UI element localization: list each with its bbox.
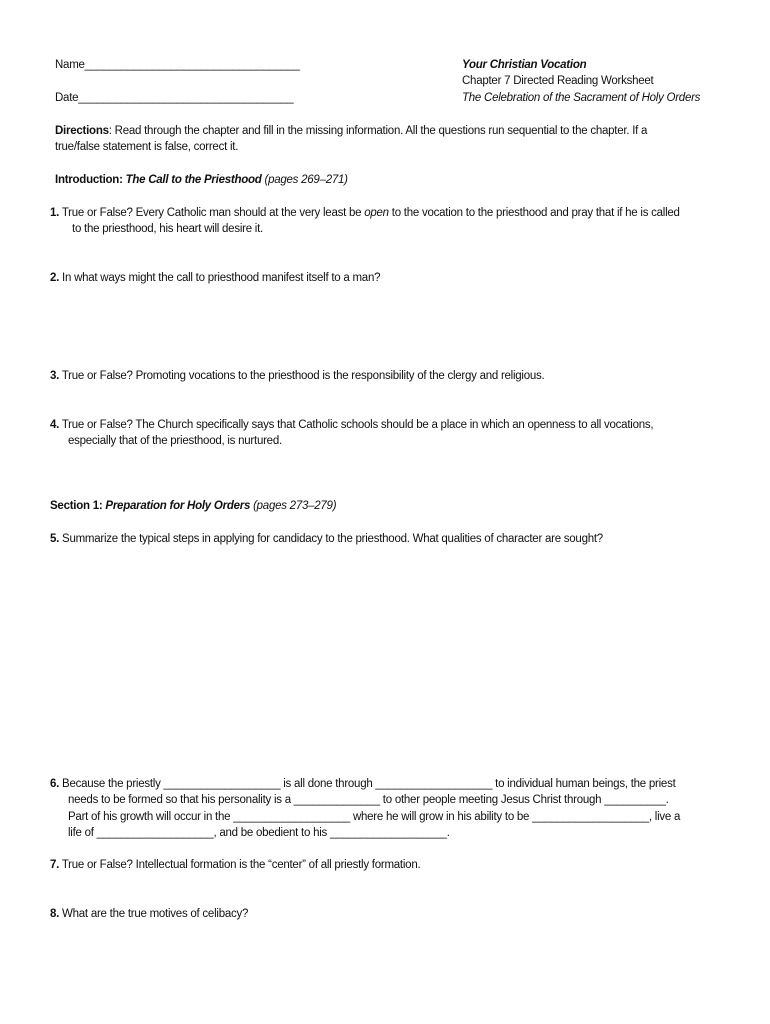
date-label: Date: [55, 92, 79, 104]
intro-title: The Call to the Priesthood: [125, 174, 262, 186]
intro-label: Introduction:: [55, 174, 126, 186]
question-3: [50, 368, 544, 384]
name-line: [55, 57, 300, 73]
q1-line2: to the priesthood, his heart will desire it.: [72, 223, 263, 235]
q6-line4: life of ___________________, and be obedient to his ___________________.: [68, 827, 450, 839]
q1-number: 1.: [50, 207, 60, 219]
q3-number: 3.: [50, 370, 60, 382]
date-line: [55, 90, 293, 106]
question-8: [50, 906, 248, 922]
directions-line1: [55, 123, 647, 139]
section1-label: Section 1:: [50, 500, 106, 512]
q4-line2: especially that of the priesthood, is nurtured.: [68, 435, 282, 447]
q1-text-a: True or False? Every Catholic man should at the very least be: [59, 207, 365, 219]
q7-text: True or False? Intellectual formation is the “center” of all priestly formation.: [59, 859, 421, 871]
intro-pages: (pages 269–271): [261, 174, 348, 186]
q2-text: In what ways might the call to priesthood manifest itself to a man?: [59, 272, 381, 284]
q4-line1: True or False? The Church specifically says that Catholic schools should be a place in which an openness to all vocations,: [59, 419, 654, 431]
name-label: Name: [55, 59, 85, 71]
q5-text: Summarize the typical steps in applying for candidacy to the priesthood. What qualities of character are sought?: [59, 533, 603, 545]
date-blank: ___________________________________: [78, 92, 294, 104]
q2-number: 2.: [50, 272, 60, 284]
q6-line1: Because the priestly ___________________ is all done through ___________________ to individual human beings, the priest: [59, 778, 676, 790]
question-4: [50, 417, 653, 433]
q1-text-b: to the vocation to the priesthood and pray that if he is called: [388, 207, 680, 219]
question-6: [50, 776, 676, 792]
section1-title: Preparation for Holy Orders: [105, 500, 251, 512]
intro-heading: [55, 172, 348, 188]
q7-number: 7.: [50, 859, 60, 871]
name-blank: ___________________________________: [84, 59, 300, 71]
directions-label: Directions: [55, 125, 109, 137]
worksheet-title: Your Christian Vocation: [462, 59, 587, 71]
q8-number: 8.: [50, 908, 60, 920]
q6-number: 6.: [50, 778, 60, 790]
question-1: [50, 205, 680, 221]
q6-line3: Part of his growth will occur in the ___________________ where he will grow in his ability to be ___________________, live a: [68, 811, 681, 823]
section1-pages: (pages 273–279): [250, 500, 337, 512]
q5-number: 5.: [50, 533, 60, 545]
question-5: [50, 531, 603, 547]
directions-text1: : Read through the chapter and fill in the missing information. All the questions run sequential to the chapter. If a: [108, 125, 648, 137]
q6-line2: needs to be formed so that his personality is a ______________ to other people meeting Jesus Christ through __________.: [68, 794, 669, 806]
q8-text: What are the true motives of celibacy?: [59, 908, 249, 920]
question-2: [50, 270, 380, 286]
worksheet-topic: The Celebration of the Sacrament of Holy Orders: [462, 92, 701, 104]
q3-text: True or False? Promoting vocations to the priesthood is the responsibility of the clergy and religious.: [59, 370, 545, 382]
question-7: [50, 857, 420, 873]
worksheet-subtitle: Chapter 7 Directed Reading Worksheet: [462, 75, 654, 87]
section1-heading: [50, 498, 336, 514]
directions-line2: true/false statement is false, correct it.: [55, 141, 239, 153]
q4-number: 4.: [50, 419, 60, 431]
q1-emphasis: open: [364, 207, 389, 219]
